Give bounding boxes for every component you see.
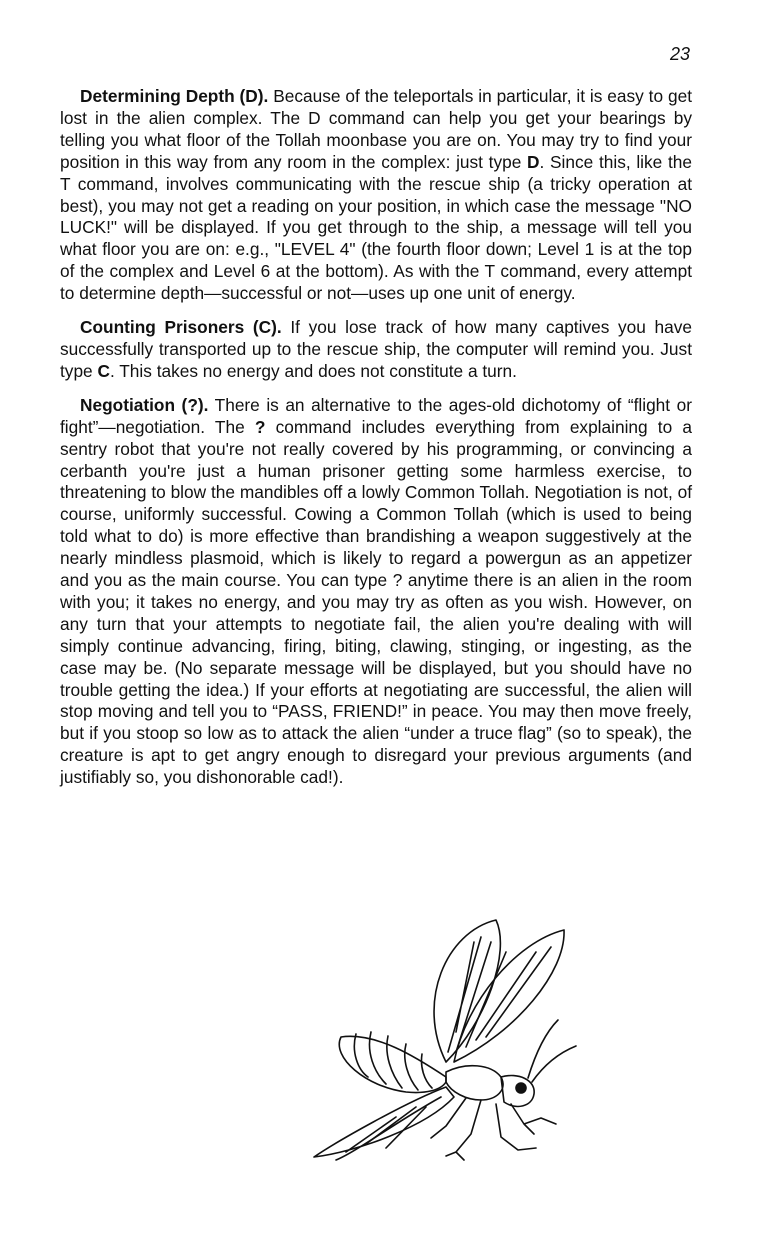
page-number: 23 [669, 44, 690, 64]
paragraph-negotiation [60, 395, 692, 789]
paragraph-text: Because of the teleportals in particular, it is easy to get lost in the alien complex. The D command can help you get your bearings by telling you what floor of the Tollah moonbase you are on. You may try to find your position in this way from any room in the complex: just type [60, 86, 693, 172]
paragraph-text: . Since this, like the T command, involves communicating with the rescue ship (a tricky operation at best), you may not get a reading on your position, in which case the message "NO LUCK!" will be displayed. If you get through to the ship, a message will tell you what floor you are on: e.g., "LEVEL 4" (the fourth floor down; Level 1 is at the top of the complex and Level 6 at the bottom). As with the T command, every attempt to determine depth—successful or not—uses up one unit of energy. [60, 151, 692, 304]
command-key: ? [254, 416, 266, 437]
paragraph-heading: Negotiation (?). [80, 394, 209, 415]
command-key: C [97, 360, 110, 381]
paragraph-text: . This takes no energy and does not constitute a turn. [109, 360, 517, 381]
paragraph-counting-prisoners [60, 317, 692, 383]
alien-insect-illustration [296, 912, 586, 1162]
paragraph-text: There is an alternative to the ages-old dichotomy of “flight or fight”—negotiation. The [60, 394, 692, 437]
paragraph-text: command includes everything from explaining to a sentry robot that you're not really covered by his programming, or convincing a cerbanth you're just a human prisoner getting some harmless exercise, to threatening to blow the mandibles off a lowly Common Tollah. Negotiation is not, of course, uniformly successful. Cowing a Common Tollah (which is used to being told what to do) is more effective than brandishing a weapon suggestively at the nearly mindless plasmoid, which is likely to regard a powergun as an appetizer and you as the main course. You can type ? anytime there is an alien in the room with you; it takes no energy, and you may try as often as you wish. However, on any turn that your attempts to negotiate fail, the alien you're dealing with will simply continue advancing, firing, biting, clawing, stinging, or ingesting, as the case may be. (No separate message will be displayed, but you should have no trouble getting the idea.) If your efforts at negotiating are successful, the alien will stop moving and tell you to “PASS, FRIEND!” in peace. You may then move freely, but if you stoop so low as to attack the alien “under a truce flag” (so to speak), the creature is apt to get angry enough to disregard your previous arguments (and justifiably so, you dishonorable cad!). [60, 416, 692, 788]
paragraph-text: If you lose track of how many captives you have successfully transported up to the rescue ship, the computer will remind you. Just type [60, 317, 692, 381]
paragraph-heading: Counting Prisoners (C). [80, 317, 282, 338]
page-body [60, 86, 692, 801]
paragraph-heading: Determining Depth (D). [80, 86, 269, 106]
paragraph-determining-depth [60, 86, 692, 305]
command-key: D [527, 151, 540, 172]
